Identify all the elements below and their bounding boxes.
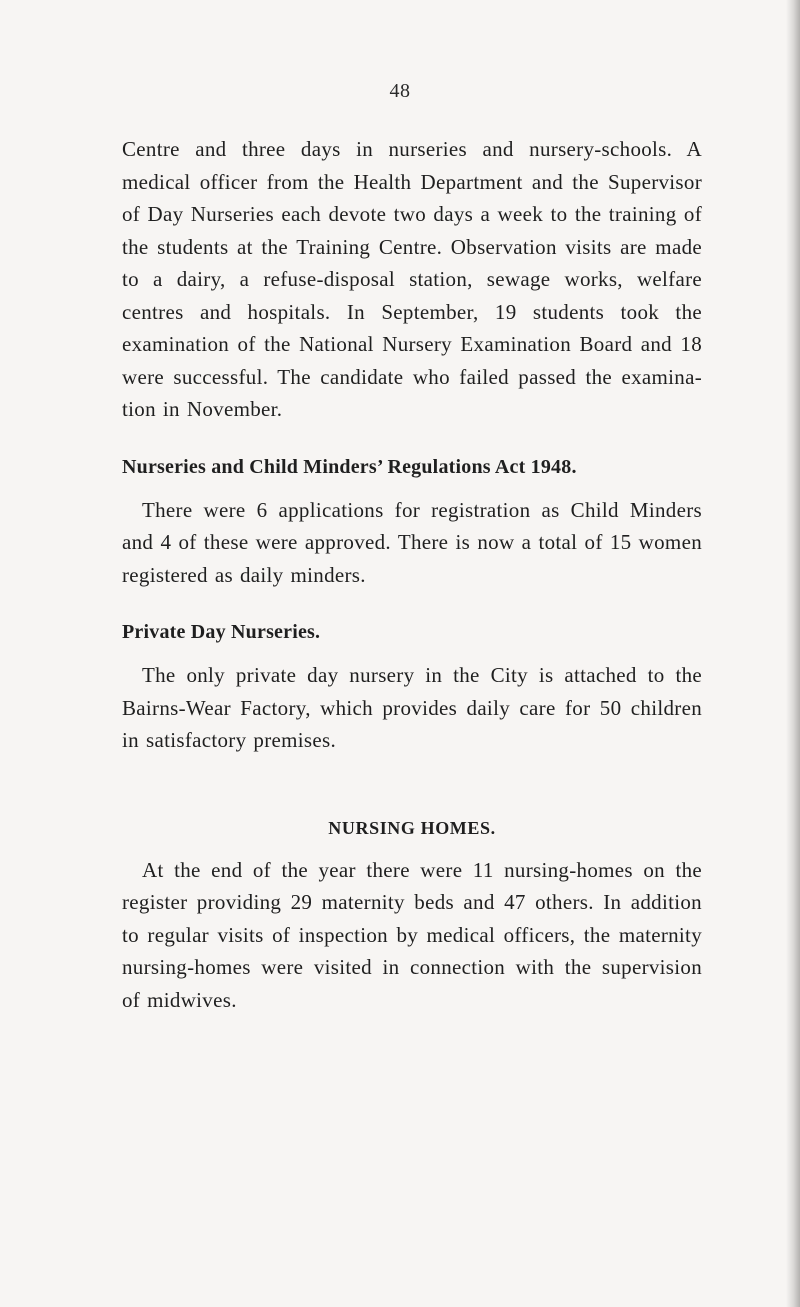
private-day-nurseries-paragraph: The only private day nursery in the City is attached to the Bairns-Wear Factory, which provides daily care for 50 children in satisfactory premises. — [122, 663, 702, 752]
intro-paragraph: Centre and three days in nurseries and nursery-schools. A medical officer from the Health Department and the Supervisor of Day Nurseries each devote two days a week to the training of the students at the Training Centre. Observation visits are made to a dairy, a refuse-disposal station, sewage works, welfare centres and hospitals. In September, 19 students took the examination of the National Nursery Examination Board and 18 were successful. The candidate who failed passed the examina-tion in November. — [122, 137, 702, 421]
child-minders-heading: Nurseries and Child Minders’ Regulations Act 1948. — [122, 455, 577, 478]
page-body — [122, 133, 702, 1016]
private-day-nurseries-heading: Private Day Nurseries. — [122, 621, 321, 643]
nursing-homes-paragraph: At the end of the year there were 11 nursing-homes on the register providing 29 maternity beds and 47 others. In addition to regular visits of inspection by medical officers, the maternity nursing-homes were visited in connection with the supervision of midwives. — [122, 857, 702, 1012]
page-number: 48 — [389, 80, 411, 102]
nursing-homes-heading: NURSING HOMES. — [328, 817, 496, 838]
page-edge-shadow — [786, 0, 800, 1307]
child-minders-paragraph: There were 6 applications for registration as Child Minders and 4 of these were approved. There is now a total of 15 women registered as daily minders. — [122, 497, 702, 587]
